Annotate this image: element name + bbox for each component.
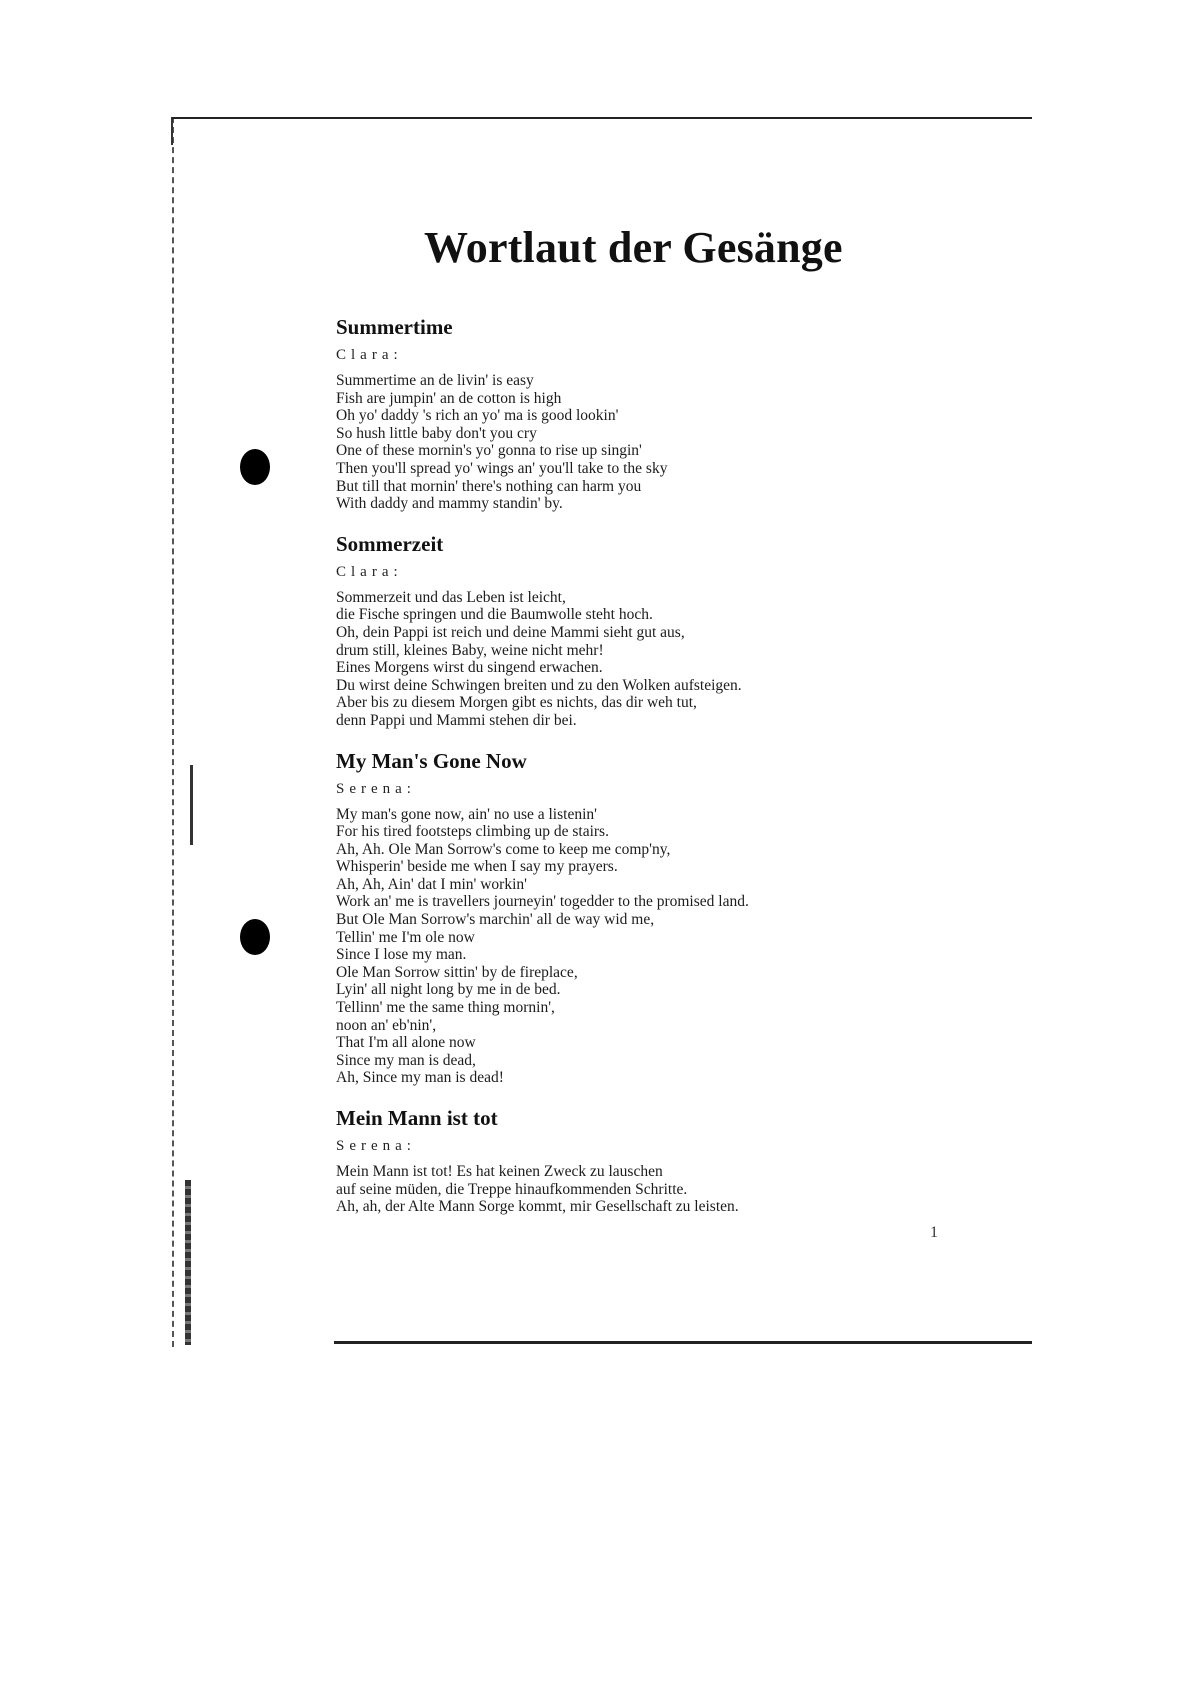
song-my-mans-gone-now (336, 746, 1016, 1088)
song-title: My Man's Gone Now (336, 748, 527, 773)
singer-label: Serena: (336, 780, 416, 797)
lyric-line: Oh yo' daddy 's rich an yo' ma is good lookin' (336, 407, 619, 425)
lyric-line: Ole Man Sorrow sittin' by de fireplace, (336, 963, 578, 981)
lyric-line: drum still, kleines Baby, weine nicht mehr! (336, 641, 604, 659)
lyric-line: Lyin' all night long by me in de bed. (336, 981, 561, 999)
lyric-line: Ah, Since my man is dead! (336, 1069, 504, 1087)
lyric-line: Since I lose my man. (336, 946, 467, 964)
page-left-edge-mark (171, 117, 173, 145)
lyric-line: Fish are jumpin' an de cotton is high (336, 389, 562, 407)
bottom-rule (334, 1341, 1032, 1344)
song-title: Sommerzeit (336, 531, 444, 556)
top-rule (172, 117, 1032, 119)
page-number: 1 (930, 1224, 938, 1241)
lyrics-block (336, 806, 1016, 1088)
lyrics-block (336, 589, 1016, 730)
page-left-edge (172, 117, 174, 1347)
lyric-line: But Ole Man Sorrow's marchin' all de way wid me, (336, 911, 655, 929)
lyric-line: Ah, ah, der Alte Mann Sorge kommt, mir Gesellschaft zu leisten. (336, 1198, 739, 1216)
lyrics-block (336, 372, 1016, 513)
lyric-line: Then you'll spread yo' wings an' you'll take to the sky (336, 459, 668, 477)
song-title: Summertime (336, 315, 453, 339)
lyric-line: Summertime an de livin' is easy (336, 372, 534, 389)
lyric-line: Sommerzeit und das Leben ist leicht, (336, 588, 566, 606)
lyric-line: Ah, Ah. Ole Man Sorrow's come to keep me comp'ny, (336, 840, 671, 858)
page-title: Wortlaut der Gesänge (424, 223, 843, 272)
lyric-line: That I'm all alone now (336, 1034, 476, 1052)
song-sommerzeit (336, 529, 1016, 730)
singer-label: Clara: (336, 563, 403, 580)
song-title: Mein Mann ist tot (336, 1106, 498, 1130)
lyric-line: My man's gone now, ain' no use a listenin' (336, 805, 597, 823)
lyric-line: Since my man is dead, (336, 1051, 476, 1069)
lyric-line: noon an' eb'nin', (336, 1016, 437, 1034)
lyric-line: denn Pappi und Mammi stehen dir bei. (336, 711, 577, 729)
song-mein-mann-ist-tot (336, 1103, 1016, 1216)
lyric-line: Ah, Ah, Ain' dat I min' workin' (336, 875, 527, 893)
lyric-line: Mein Mann ist tot! Es hat keinen Zweck zu lauschen (336, 1163, 663, 1180)
lyric-line: But till that mornin' there's nothing can harm you (336, 477, 642, 495)
lyric-line: Work an' me is travellers journeyin' togedder to the promised land. (336, 893, 749, 911)
lyric-line: For his tired footsteps climbing up de stairs. (336, 823, 609, 841)
lyric-line: Whisperin' beside me when I say my prayers. (336, 858, 618, 876)
binding-mark (185, 1180, 191, 1345)
lyric-line: Eines Morgens wirst du singend erwachen. (336, 659, 603, 677)
lyric-line: die Fische springen und die Baumwolle steht hoch. (336, 606, 653, 624)
lyric-line: Aber bis zu diesem Morgen gibt es nichts, das dir weh tut, (336, 694, 697, 712)
lyric-line: One of these mornin's yo' gonna to rise up singin' (336, 442, 642, 460)
binding-mark (190, 765, 193, 845)
lyric-line: Tellin' me I'm ole now (336, 928, 475, 946)
lyrics-block (336, 1163, 1016, 1216)
song-summertime (336, 312, 1016, 513)
lyric-line: Oh, dein Pappi ist reich und deine Mammi sieht gut aus, (336, 623, 685, 641)
lyric-line: Du wirst deine Schwingen breiten und zu den Wolken aufsteigen. (336, 676, 742, 694)
lyric-line: With daddy and mammy standin' by. (336, 495, 563, 513)
lyric-line: Tellinn' me the same thing mornin', (336, 999, 555, 1017)
punch-hole (240, 919, 270, 955)
singer-label: Serena: (336, 1138, 416, 1154)
lyrics-content (336, 312, 1016, 1232)
singer-label: Clara: (336, 347, 403, 363)
punch-hole (240, 449, 270, 485)
lyric-line: auf seine müden, die Treppe hinaufkommenden Schritte. (336, 1180, 688, 1198)
lyric-line: So hush little baby don't you cry (336, 424, 537, 442)
